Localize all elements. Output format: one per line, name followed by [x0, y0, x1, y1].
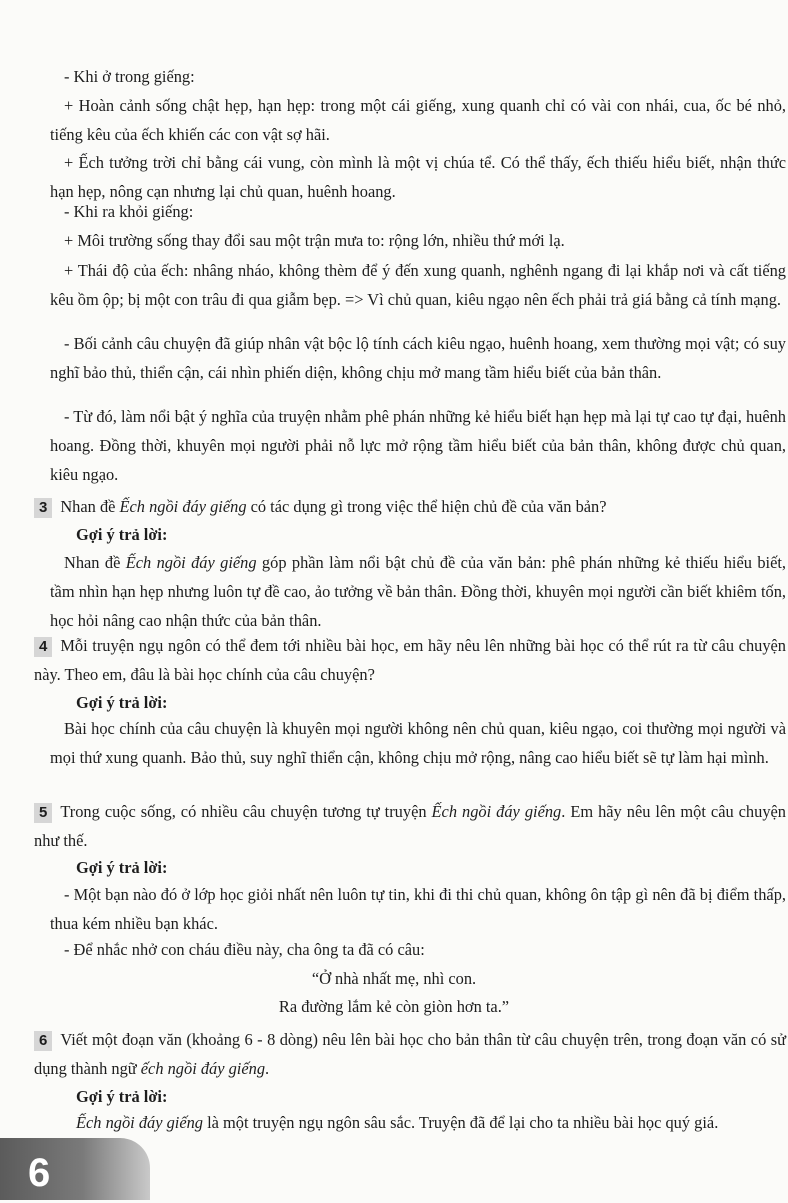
out-well-label: - Khi ra khỏi giếng: — [64, 202, 194, 221]
in-well-label: - Khi ở trong giếng: — [64, 67, 195, 86]
in-well-point-1: + Hoàn cảnh sống chật hẹp, hạn hẹp: trong một cái giếng, xung quanh chỉ có vài con nhái, cua, ốc bé nhỏ, tiếng kêu của ếch khiến các con vật sợ hãi. — [50, 96, 786, 144]
hint-label-5: Gợi ý trả lời: — [76, 858, 168, 877]
proverb-line-1: “Ở nhà nhất mẹ, nhì con. — [311, 969, 477, 988]
page-number: 6 — [28, 1151, 51, 1195]
out-well-point-2: + Thái độ của ếch: nhâng nháo, không thèm để ý đến xung quanh, nghênh ngang đi lại khắp nơi và cất tiếng kêu ồm ộp; bị một con trâu đi qua giẫm bẹp. => Vì chủ quan, kiêu ngạo nên ếch phải trả giá bằng cả tính mạng. — [50, 261, 786, 309]
answer-6: Ếch ngồi đáy giếng là một truyện ngụ ngôn sâu sắc. Truyện đã để lại cho ta nhiều bài học quý giá. — [76, 1113, 719, 1132]
question-4: 4 Mỗi truyện ngụ ngôn có thể đem tới nhiều bài học, em hãy nêu lên những bài học có thể rút ra từ câu chuyện này. Theo em, đâu là bài học chính của câu chuyện? — [34, 636, 786, 684]
page-number-tab — [0, 1138, 150, 1200]
meaning-paragraph: - Từ đó, làm nổi bật ý nghĩa của truyện nhằm phê phán những kẻ hiểu biết hạn hẹp mà lại tự cao tự đại, huênh hoang. Đồng thời, khuyên mọi người phải nỗ lực mở rộng tầm hiểu biết của bản thân, không được chủ quan, kiêu ngạo. — [50, 407, 786, 484]
question-number-5: 5 — [34, 803, 52, 823]
answer-5-part-2: - Để nhắc nhở con cháu điều này, cha ông ta đã có câu: — [64, 940, 425, 959]
question-6: 6 Viết một đoạn văn (khoảng 6 - 8 dòng) nêu lên bài học cho bản thân từ câu chuyện trên, trong đoạn văn có sử dụng thành ngữ ếch ngồi đáy giếng. — [34, 1030, 786, 1078]
question-number-4: 4 — [34, 637, 52, 657]
hint-label-4: Gợi ý trả lời: — [76, 693, 168, 712]
question-3: 3 Nhan đề Ếch ngồi đáy giếng có tác dụng gì trong việc thể hiện chủ đề của văn bản? — [34, 492, 786, 521]
question-5: 5 Trong cuộc sống, có nhiều câu chuyện tương tự truyện Ếch ngồi đáy giếng. Em hãy nêu lên một câu chuyện như thế. — [34, 802, 786, 850]
out-well-point-1: + Môi trường sống thay đổi sau một trận mưa to: rộng lớn, nhiều thứ mới lạ. — [64, 231, 565, 250]
in-well-point-2: + Ếch tưởng trời chỉ bằng cái vung, còn mình là một vị chúa tể. Có thể thấy, ếch thiếu hiểu biết, nhận thức hạn hẹp, nông cạn nhưng lại chủ quan, huênh hoang. — [50, 153, 786, 201]
answer-4: Bài học chính của câu chuyện là khuyên mọi người không nên chủ quan, kiêu ngạo, coi thường mọi người và mọi thứ xung quanh. Bảo thủ, suy nghĩ thiển cận, không chịu mở rộng, nâng cao hiểu biết sẽ tự làm hại mình. — [50, 719, 786, 767]
hint-label-3: Gợi ý trả lời: — [76, 525, 168, 544]
hint-label-6: Gợi ý trả lời: — [76, 1087, 168, 1106]
proverb-line-2: Ra đường lắm kẻ còn giòn hơn ta.” — [278, 997, 510, 1016]
question-number-6: 6 — [34, 1031, 52, 1051]
context-paragraph: - Bối cảnh câu chuyện đã giúp nhân vật bộc lộ tính cách kiêu ngạo, huênh hoang, xem thường mọi vật; có suy nghĩ bảo thủ, thiển cận, cái nhìn phiến diện, không chịu mở mang tầm hiểu biết của bản thân. — [50, 334, 786, 382]
answer-3: Nhan đề Ếch ngồi đáy giếng góp phần làm nổi bật chủ đề của văn bản: phê phán những kẻ thiếu hiểu biết, tầm nhìn hạn hẹp nhưng luôn tự đề cao, ảo tưởng về bản thân. Đồng thời, khuyên mọi người cần biết khiêm tốn, học hỏi nâng cao nhận thức của bản thân. — [50, 553, 787, 630]
answer-5-part-1: - Một bạn nào đó ở lớp học giỏi nhất nên luôn tự tin, khi đi thi chủ quan, không ôn tập gì nên đã bị điểm thấp, thua kém nhiều bạn khác. — [50, 885, 786, 933]
question-number-3: 3 — [34, 498, 52, 518]
